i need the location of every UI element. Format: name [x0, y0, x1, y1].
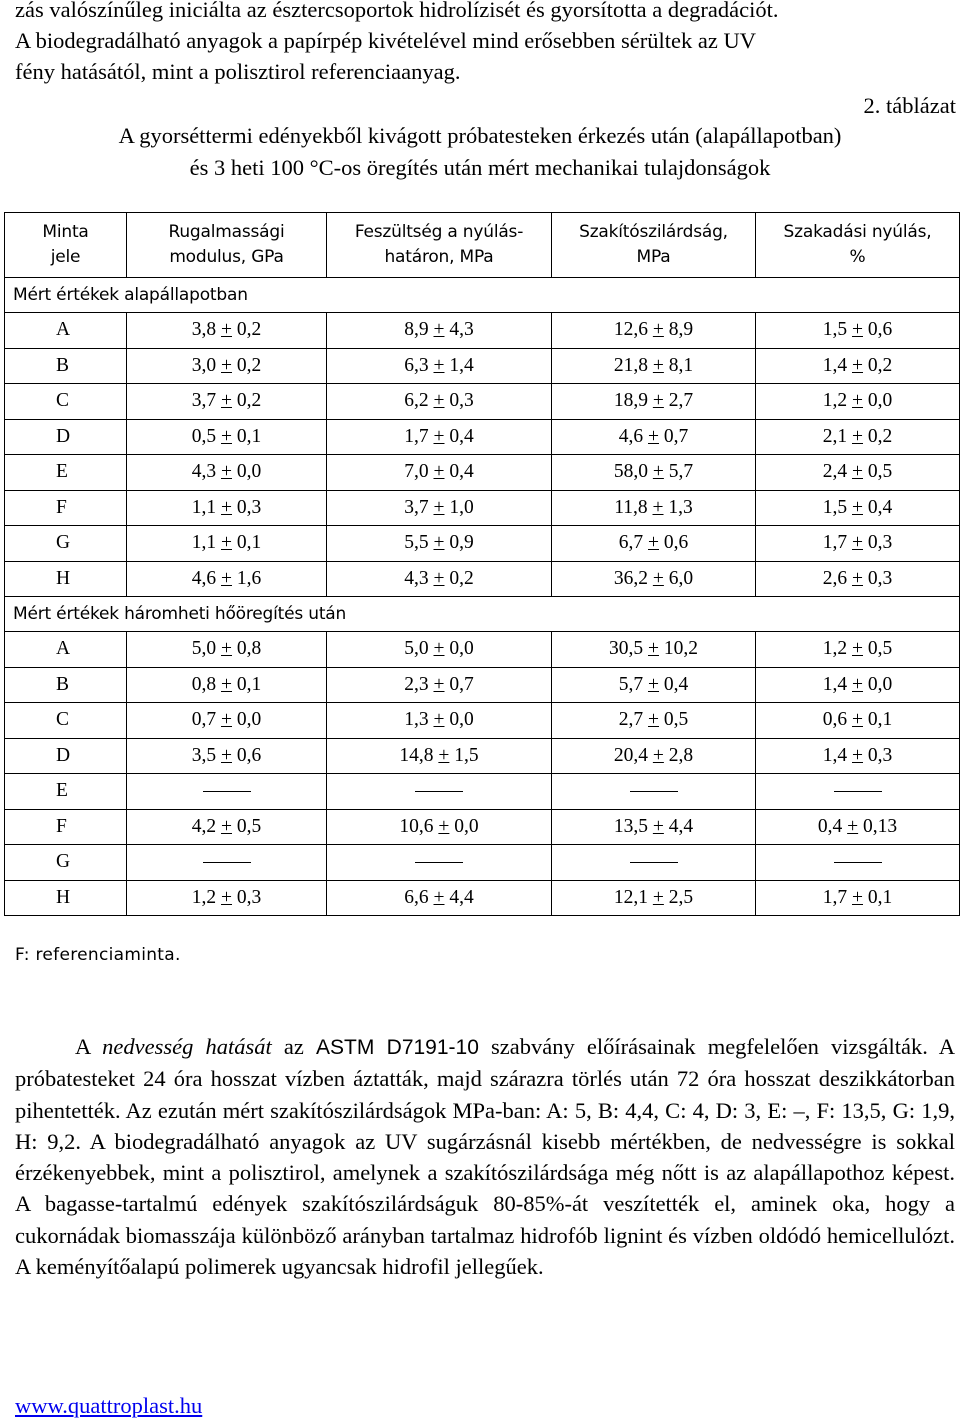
- value-cell: [552, 419, 756, 455]
- mean-value: 36,2: [613, 567, 648, 589]
- no-data-dash: [630, 791, 678, 792]
- value-cell: [552, 526, 756, 562]
- plus-minus-sign: +: [852, 425, 863, 447]
- plus-minus-sign: +: [221, 815, 232, 837]
- plus-minus-sign: +: [852, 638, 863, 660]
- value-cell: [756, 526, 960, 562]
- deviation-value: 1,5: [454, 744, 479, 766]
- value-cell: [552, 774, 756, 810]
- plus-minus-sign: +: [652, 496, 664, 518]
- table-row: [5, 632, 960, 668]
- mean-value: 1,2: [822, 638, 848, 660]
- deviation-value: 0,5: [867, 638, 893, 660]
- header-modulus: Rugalmassági modulus, GPa: [127, 213, 327, 278]
- mean-value: 0,8: [191, 673, 217, 695]
- mean-value: 20,4: [613, 744, 648, 766]
- value-cell: [127, 667, 327, 703]
- plus-minus-sign: +: [221, 532, 232, 554]
- mean-value: 1,5: [822, 496, 848, 518]
- value-cell: [127, 880, 327, 916]
- deviation-value: 0,3: [867, 532, 893, 554]
- value-cell: [756, 774, 960, 810]
- value-cell: [756, 313, 960, 349]
- value-cell: [327, 313, 552, 349]
- deviation-value: 0,1: [236, 673, 262, 695]
- table-row: [5, 419, 960, 455]
- plus-minus-sign: +: [221, 638, 232, 660]
- deviation-value: 4,4: [449, 886, 474, 908]
- value-cell: [327, 738, 552, 774]
- deviation-value: 0,6: [236, 744, 262, 766]
- deviation-value: 0,1: [236, 532, 262, 554]
- deviation-value: 1,0: [449, 496, 474, 518]
- mean-value: 4,6: [191, 567, 217, 589]
- no-data-dash: [415, 862, 463, 863]
- mean-value: 6,7: [618, 532, 644, 554]
- intro-line: fény hatásától, mint a polisztirol referenciaanyag.: [15, 59, 461, 84]
- mean-value: 0,6: [822, 709, 848, 731]
- plus-minus-sign: +: [648, 673, 659, 695]
- sample-id-cell: H: [5, 880, 127, 916]
- plus-minus-sign: +: [221, 390, 232, 412]
- plus-minus-sign: +: [433, 425, 445, 447]
- value-cell: [327, 880, 552, 916]
- value-cell: [127, 703, 327, 739]
- properties-table: [4, 212, 960, 916]
- plus-minus-sign: +: [648, 638, 659, 660]
- table-row: [5, 526, 960, 562]
- sample-id-cell: C: [5, 384, 127, 420]
- value-cell: [552, 667, 756, 703]
- sample-id-cell: F: [5, 809, 127, 845]
- deviation-value: 0,5: [236, 815, 262, 837]
- table-row: [5, 561, 960, 597]
- deviation-value: 0,7: [449, 673, 474, 695]
- plus-minus-sign: +: [852, 496, 863, 518]
- mean-value: 1,7: [822, 886, 848, 908]
- sample-id-cell: B: [5, 667, 127, 703]
- deviation-value: 0,4: [663, 673, 689, 695]
- plus-minus-sign: +: [221, 354, 232, 376]
- sample-id-cell: C: [5, 703, 127, 739]
- plus-minus-sign: +: [852, 567, 863, 589]
- deviation-value: 0,3: [449, 390, 474, 412]
- mean-value: 12,6: [613, 319, 648, 341]
- mean-value: 3,7: [191, 390, 217, 412]
- deviation-value: 0,2: [236, 390, 262, 412]
- value-cell: [756, 809, 960, 845]
- deviation-value: 0,1: [236, 425, 262, 447]
- deviation-value: 0,13: [863, 815, 898, 837]
- no-data-dash: [203, 862, 251, 863]
- intro-line: A biodegradálható anyagok a papírpép kivételével mind erősebben sérültek az UV: [15, 28, 756, 53]
- value-cell: [327, 561, 552, 597]
- table-row: [5, 384, 960, 420]
- plus-minus-sign: +: [852, 886, 863, 908]
- mean-value: 1,2: [191, 886, 217, 908]
- value-cell: [552, 348, 756, 384]
- body-paragraph: A nedvesség hatását az ASTM D7191-10 szabvány előírásainak megfelelően vizsgálták. A próbatesteket 24 óra hosszat vízben áztatták, majd szárazra törlés után 72 óra hosszat deszikkátorban pihentették. Az ezután mért szakítószilárdságok MPa-ban: A: 5, B: 4,4, C: 4, D: 3, E: –, F: 13,5, G: 1,9, H: 9,2. A biodegradálható anyagok az UV sugárzásnál kisebb mértékben, de nedvességre is sokkal érzékenyebbek, mint a polisztirol, amelynek a szakítószilárdsága még nőtt is az alapállapothoz képest. A bagasse-tartalmú edények szakítószilárdságuk 80-85%-át veszítették el, aminek oka, hogy a cukornádak biomasszája különböző arányban tartalmaz hidrofób lignint és vízben oldódó hemicellulózt. A keményítőalapú polimerek ugyancsak hidrofil jellegűek.: [15, 1034, 955, 1280]
- plus-minus-sign: +: [852, 319, 863, 341]
- mean-value: 2,1: [822, 425, 848, 447]
- deviation-value: 0,0: [449, 709, 474, 731]
- deviation-value: 8,9: [668, 319, 694, 341]
- no-data-dash: [630, 862, 678, 863]
- mean-value: 3,8: [191, 319, 217, 341]
- plus-minus-sign: +: [652, 319, 664, 341]
- plus-minus-sign: +: [852, 461, 863, 483]
- plus-minus-sign: +: [221, 461, 232, 483]
- plus-minus-sign: +: [221, 744, 232, 766]
- value-cell: [552, 490, 756, 526]
- value-cell: [127, 419, 327, 455]
- mean-value: 58,0: [613, 461, 648, 483]
- section-header-row: [5, 278, 960, 313]
- plus-minus-sign: +: [438, 815, 450, 837]
- plus-minus-sign: +: [652, 567, 664, 589]
- plus-minus-sign: +: [852, 673, 863, 695]
- plus-minus-sign: +: [652, 886, 664, 908]
- value-cell: [327, 774, 552, 810]
- section-header-row: [5, 597, 960, 632]
- deviation-value: 0,9: [449, 532, 474, 554]
- mean-value: 0,4: [817, 815, 843, 837]
- plus-minus-sign: +: [221, 425, 232, 447]
- deviation-value: 0,5: [867, 461, 893, 483]
- sample-id-cell: B: [5, 348, 127, 384]
- no-data-dash: [834, 862, 882, 863]
- value-cell: [756, 561, 960, 597]
- mean-value: 2,7: [618, 709, 644, 731]
- value-cell: [756, 348, 960, 384]
- no-data-dash: [203, 791, 251, 792]
- deviation-value: 0,5: [663, 709, 689, 731]
- plus-minus-sign: +: [648, 532, 659, 554]
- plus-minus-sign: +: [433, 532, 445, 554]
- deviation-value: 2,5: [668, 886, 694, 908]
- deviation-value: 0,3: [867, 567, 893, 589]
- value-cell: [552, 455, 756, 491]
- deviation-value: 0,4: [449, 425, 474, 447]
- mean-value: 2,6: [822, 567, 848, 589]
- plus-minus-sign: +: [221, 709, 232, 731]
- mean-value: 2,3: [404, 673, 429, 695]
- value-cell: [756, 738, 960, 774]
- standard-reference: ASTM D7191-10: [315, 1036, 479, 1059]
- deviation-value: 0,3: [867, 744, 893, 766]
- deviation-value: 2,7: [668, 390, 694, 412]
- value-cell: [756, 845, 960, 881]
- plus-minus-sign: +: [433, 496, 445, 518]
- deviation-value: 0,2: [867, 425, 893, 447]
- deviation-value: 1,6: [236, 567, 262, 589]
- value-cell: [327, 809, 552, 845]
- deviation-value: 1,4: [449, 354, 474, 376]
- section-title: Mért értékek háromheti hőöregítés után: [5, 597, 960, 632]
- value-cell: [756, 703, 960, 739]
- value-cell: [552, 809, 756, 845]
- mean-value: 3,5: [191, 744, 217, 766]
- mean-value: 5,0: [404, 638, 429, 660]
- mean-value: 5,5: [404, 532, 429, 554]
- mean-value: 1,7: [822, 532, 848, 554]
- sample-id-cell: G: [5, 526, 127, 562]
- mean-value: 12,1: [613, 886, 648, 908]
- deviation-value: 1,3: [668, 496, 693, 518]
- plus-minus-sign: +: [852, 354, 863, 376]
- plus-minus-sign: +: [852, 390, 863, 412]
- value-cell: [756, 880, 960, 916]
- mean-value: 1,4: [822, 673, 848, 695]
- mean-value: 1,7: [404, 425, 429, 447]
- no-data-dash: [415, 791, 463, 792]
- deviation-value: 0,6: [663, 532, 689, 554]
- plus-minus-sign: +: [433, 461, 445, 483]
- value-cell: [552, 703, 756, 739]
- mean-value: 5,7: [618, 673, 644, 695]
- plus-minus-sign: +: [852, 744, 863, 766]
- mean-value: 1,4: [822, 744, 848, 766]
- header-yield-stress: Feszültség a nyúlás- határon, MPa: [327, 213, 552, 278]
- mean-value: 10,6: [399, 815, 434, 837]
- value-cell: [327, 455, 552, 491]
- mean-value: 4,2: [191, 815, 217, 837]
- deviation-value: 0,1: [867, 709, 893, 731]
- plus-minus-sign: +: [221, 496, 232, 518]
- value-cell: [327, 845, 552, 881]
- table-label: 2. táblázat: [863, 93, 956, 118]
- sample-id-cell: E: [5, 774, 127, 810]
- value-cell: [127, 738, 327, 774]
- deviation-value: 10,2: [663, 638, 698, 660]
- plus-minus-sign: +: [852, 709, 863, 731]
- value-cell: [552, 632, 756, 668]
- mean-value: 2,4: [822, 461, 848, 483]
- table-row: [5, 313, 960, 349]
- mean-value: 8,9: [404, 319, 429, 341]
- mean-value: 0,7: [191, 709, 217, 731]
- deviation-value: 8,1: [668, 354, 694, 376]
- value-cell: [127, 774, 327, 810]
- caption-line: és 3 heti 100 °C-os öregítés után mért mechanikai tulajdonságok: [189, 155, 771, 180]
- value-cell: [127, 490, 327, 526]
- deviation-value: 4,3: [449, 319, 474, 341]
- plus-minus-sign: +: [221, 886, 232, 908]
- value-cell: [756, 667, 960, 703]
- value-cell: [552, 845, 756, 881]
- deviation-value: 0,4: [867, 496, 893, 518]
- deviation-value: 0,6: [867, 319, 893, 341]
- header-elongation: Szakadási nyúlás, %: [756, 213, 960, 278]
- value-cell: [127, 384, 327, 420]
- value-cell: [552, 384, 756, 420]
- mean-value: 13,5: [613, 815, 648, 837]
- value-cell: [127, 632, 327, 668]
- sample-id-cell: D: [5, 419, 127, 455]
- deviation-value: 0,4: [449, 461, 474, 483]
- table-row: [5, 455, 960, 491]
- deviation-value: 6,0: [668, 567, 694, 589]
- plus-minus-sign: +: [852, 532, 863, 554]
- mean-value: 1,1: [191, 532, 217, 554]
- sample-id-cell: A: [5, 632, 127, 668]
- value-cell: [552, 313, 756, 349]
- deviation-value: 0,0: [449, 638, 474, 660]
- table-row: [5, 774, 960, 810]
- plus-minus-sign: +: [433, 390, 445, 412]
- deviation-value: 0,0: [236, 461, 262, 483]
- deviation-value: 0,0: [867, 390, 893, 412]
- sample-id-cell: H: [5, 561, 127, 597]
- sample-id-cell: G: [5, 845, 127, 881]
- mean-value: 18,9: [613, 390, 648, 412]
- table-caption: [0, 120, 960, 184]
- deviation-value: 0,2: [236, 319, 262, 341]
- value-cell: [127, 561, 327, 597]
- mean-value: 6,2: [404, 390, 429, 412]
- mean-value: 3,0: [191, 354, 217, 376]
- deviation-value: 0,0: [454, 815, 479, 837]
- value-cell: [327, 526, 552, 562]
- caption-line: A gyorséttermi edényekből kivágott próbatesteken érkezés után (alapállapotban): [118, 123, 842, 148]
- mean-value: 5,0: [191, 638, 217, 660]
- sample-id-cell: E: [5, 455, 127, 491]
- table-row: [5, 880, 960, 916]
- value-cell: [327, 419, 552, 455]
- plus-minus-sign: +: [433, 319, 445, 341]
- mean-value: 4,3: [191, 461, 217, 483]
- value-cell: [756, 490, 960, 526]
- value-cell: [127, 809, 327, 845]
- mean-value: 4,6: [618, 425, 644, 447]
- deviation-value: 0,7: [663, 425, 689, 447]
- value-cell: [756, 455, 960, 491]
- plus-minus-sign: +: [433, 673, 445, 695]
- plus-minus-sign: +: [221, 673, 232, 695]
- italic-term: nedvesség hatását: [102, 1034, 272, 1059]
- mean-value: 11,8: [614, 496, 648, 518]
- value-cell: [327, 667, 552, 703]
- value-cell: [552, 880, 756, 916]
- deviation-value: 0,0: [867, 673, 893, 695]
- table-footnote: F: referenciaminta.: [15, 945, 181, 965]
- plus-minus-sign: +: [221, 319, 232, 341]
- plus-minus-sign: +: [221, 567, 232, 589]
- value-cell: [327, 384, 552, 420]
- value-cell: [127, 313, 327, 349]
- mean-value: 1,1: [191, 496, 217, 518]
- mean-value: 6,3: [404, 354, 429, 376]
- deviation-value: 0,3: [236, 496, 262, 518]
- mean-value: 3,7: [404, 496, 429, 518]
- mean-value: 14,8: [399, 744, 434, 766]
- plus-minus-sign: +: [433, 354, 445, 376]
- plus-minus-sign: +: [648, 425, 659, 447]
- mean-value: 21,8: [613, 354, 648, 376]
- plus-minus-sign: +: [652, 390, 664, 412]
- table-row: [5, 809, 960, 845]
- value-cell: [327, 703, 552, 739]
- mean-value: 0,5: [191, 425, 217, 447]
- value-cell: [127, 845, 327, 881]
- table-row: [5, 667, 960, 703]
- value-cell: [127, 348, 327, 384]
- plus-minus-sign: +: [652, 461, 664, 483]
- value-cell: [127, 455, 327, 491]
- deviation-value: 0,1: [867, 886, 893, 908]
- section-title: Mért értékek alapállapotban: [5, 278, 960, 313]
- no-data-dash: [834, 791, 882, 792]
- plus-minus-sign: +: [438, 744, 450, 766]
- value-cell: [327, 490, 552, 526]
- mean-value: 1,5: [822, 319, 848, 341]
- mean-value: 4,3: [404, 567, 429, 589]
- sample-id-cell: A: [5, 313, 127, 349]
- mean-value: 1,4: [822, 354, 848, 376]
- table-row: [5, 738, 960, 774]
- plus-minus-sign: +: [847, 815, 859, 837]
- plus-minus-sign: +: [652, 354, 664, 376]
- table-row: [5, 845, 960, 881]
- sample-id-cell: F: [5, 490, 127, 526]
- deviation-value: 0,2: [449, 567, 474, 589]
- deviation-value: 0,8: [236, 638, 262, 660]
- header-tensile-strength: Szakítószilárdság, MPa: [552, 213, 756, 278]
- deviation-value: 4,4: [668, 815, 694, 837]
- value-cell: [552, 561, 756, 597]
- deviation-value: 2,8: [668, 744, 694, 766]
- plus-minus-sign: +: [652, 744, 664, 766]
- value-cell: [127, 526, 327, 562]
- value-cell: [327, 348, 552, 384]
- table-row: [5, 703, 960, 739]
- deviation-value: 0,0: [236, 709, 262, 731]
- footer-link[interactable]: www.quattroplast.hu: [15, 1393, 203, 1418]
- header-sample-id: Minta jele: [5, 213, 127, 278]
- deviation-value: 0,2: [867, 354, 893, 376]
- deviation-value: 0,2: [236, 354, 262, 376]
- mean-value: 6,6: [404, 886, 429, 908]
- plus-minus-sign: +: [433, 638, 445, 660]
- value-cell: [756, 419, 960, 455]
- plus-minus-sign: +: [433, 567, 445, 589]
- table-row: [5, 490, 960, 526]
- plus-minus-sign: +: [433, 709, 445, 731]
- sample-id-cell: D: [5, 738, 127, 774]
- mean-value: 7,0: [404, 461, 429, 483]
- plus-minus-sign: +: [648, 709, 659, 731]
- table-row: [5, 348, 960, 384]
- deviation-value: 0,3: [236, 886, 262, 908]
- table-header-row: [5, 213, 960, 278]
- value-cell: [756, 384, 960, 420]
- mean-value: 30,5: [609, 638, 644, 660]
- value-cell: [552, 738, 756, 774]
- mean-value: 1,2: [822, 390, 848, 412]
- intro-paragraph: [15, 0, 960, 87]
- value-cell: [756, 632, 960, 668]
- mean-value: 1,3: [404, 709, 429, 731]
- plus-minus-sign: +: [433, 886, 445, 908]
- intro-line: zás valószínűleg iniciálta az észtercsoportok hidrolízisét és gyorsította a degradációt.: [15, 0, 779, 22]
- deviation-value: 5,7: [668, 461, 694, 483]
- plus-minus-sign: +: [652, 815, 664, 837]
- value-cell: [327, 632, 552, 668]
